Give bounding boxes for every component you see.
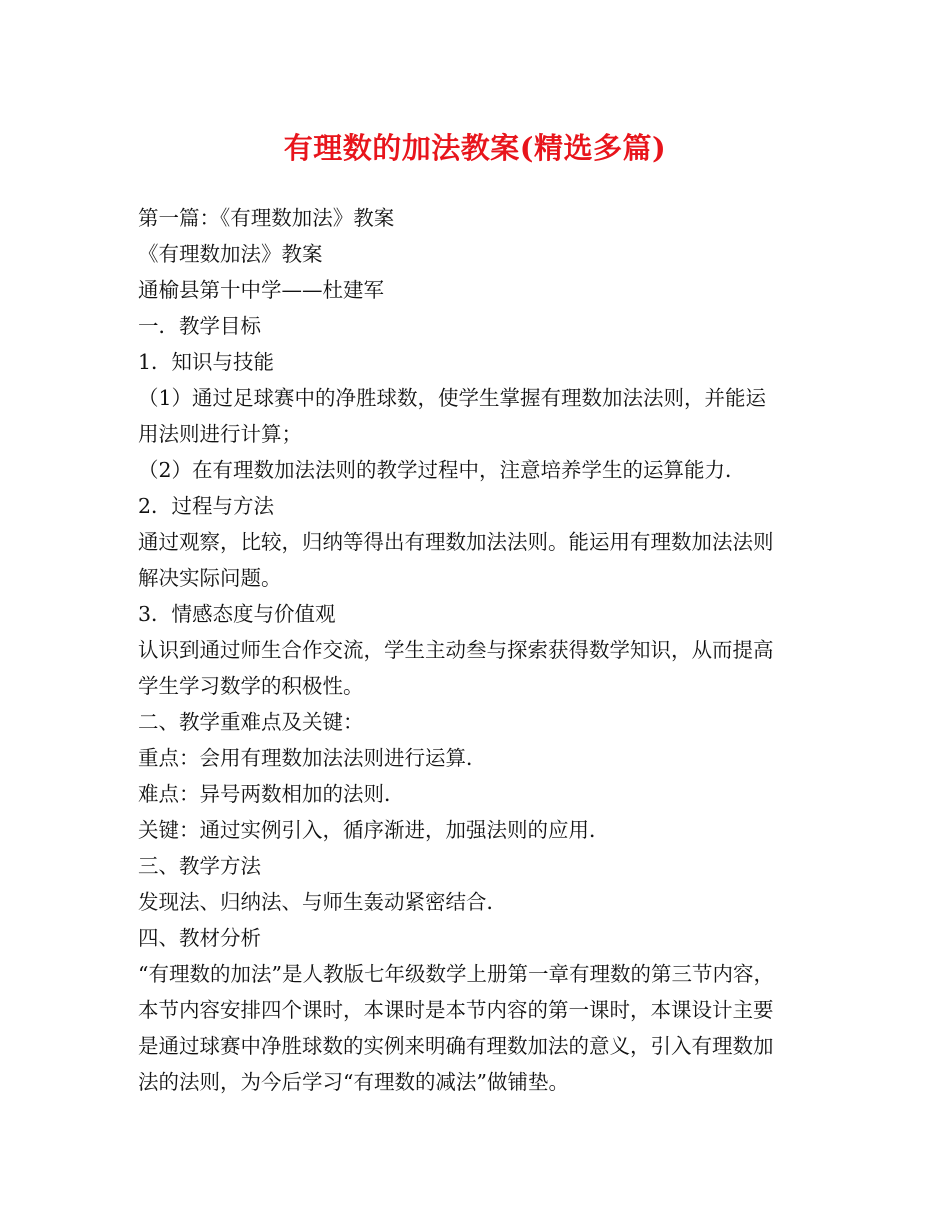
body-line: 解决实际问题。 (138, 566, 282, 590)
body-line: 法的法则，为今后学习“有理数的减法”做铺垫。 (138, 1070, 569, 1094)
body-line: 二、教学重难点及关键： (138, 710, 364, 734)
body-line: 《有理数加法》教案 (138, 242, 323, 266)
document-body (138, 200, 828, 1100)
body-line: 是通过球赛中净胜球数的实例来明确有理数加法的意义，引入有理数加 (138, 1034, 774, 1058)
body-line: 3．情感态度与价值观 (138, 602, 336, 626)
body-line: 通过观察，比较，归纳等得出有理数加法法则。能运用有理数加法法则 (138, 530, 774, 554)
body-line: 难点：异号两数相加的法则． (138, 782, 405, 806)
body-line: 四、教材分析 (138, 926, 261, 950)
body-line: 三、教学方法 (138, 854, 261, 878)
body-line: 本节内容安排四个课时，本课时是本节内容的第一课时，本课设计主要 (138, 998, 774, 1022)
body-line: 关键：通过实例引入，循序渐进，加强法则的应用． (138, 818, 610, 842)
body-line: 重点：会用有理数加法法则进行运算． (138, 746, 487, 770)
body-line: （2）在有理数加法法则的教学过程中，注意培养学生的运算能力． (138, 458, 746, 482)
body-line: “有理数的加法”是人教版七年级数学上册第一章有理数的第三节内容， (138, 962, 774, 986)
body-line: 学生学习数学的积极性。 (138, 674, 364, 698)
body-line: 通榆县第十中学——杜建军 (138, 278, 384, 302)
body-line: 发现法、归纳法、与师生轰动紧密结合． (138, 890, 507, 914)
body-line: 2．过程与方法 (138, 494, 275, 518)
document-title: 有理数的加法教案(精选多篇) (283, 131, 667, 165)
body-line: （1）通过足球赛中的净胜球数，使学生掌握有理数加法法则，并能运 (138, 386, 767, 410)
body-line: 一．教学目标 (138, 314, 261, 338)
body-line: 第一篇：《有理数加法》教案 (138, 206, 395, 230)
body-line: 用法则进行计算； (138, 422, 302, 446)
body-line: 认识到通过师生合作交流，学生主动叁与探索获得数学知识，从而提高 (138, 638, 774, 662)
body-line: 1．知识与技能 (138, 350, 275, 374)
